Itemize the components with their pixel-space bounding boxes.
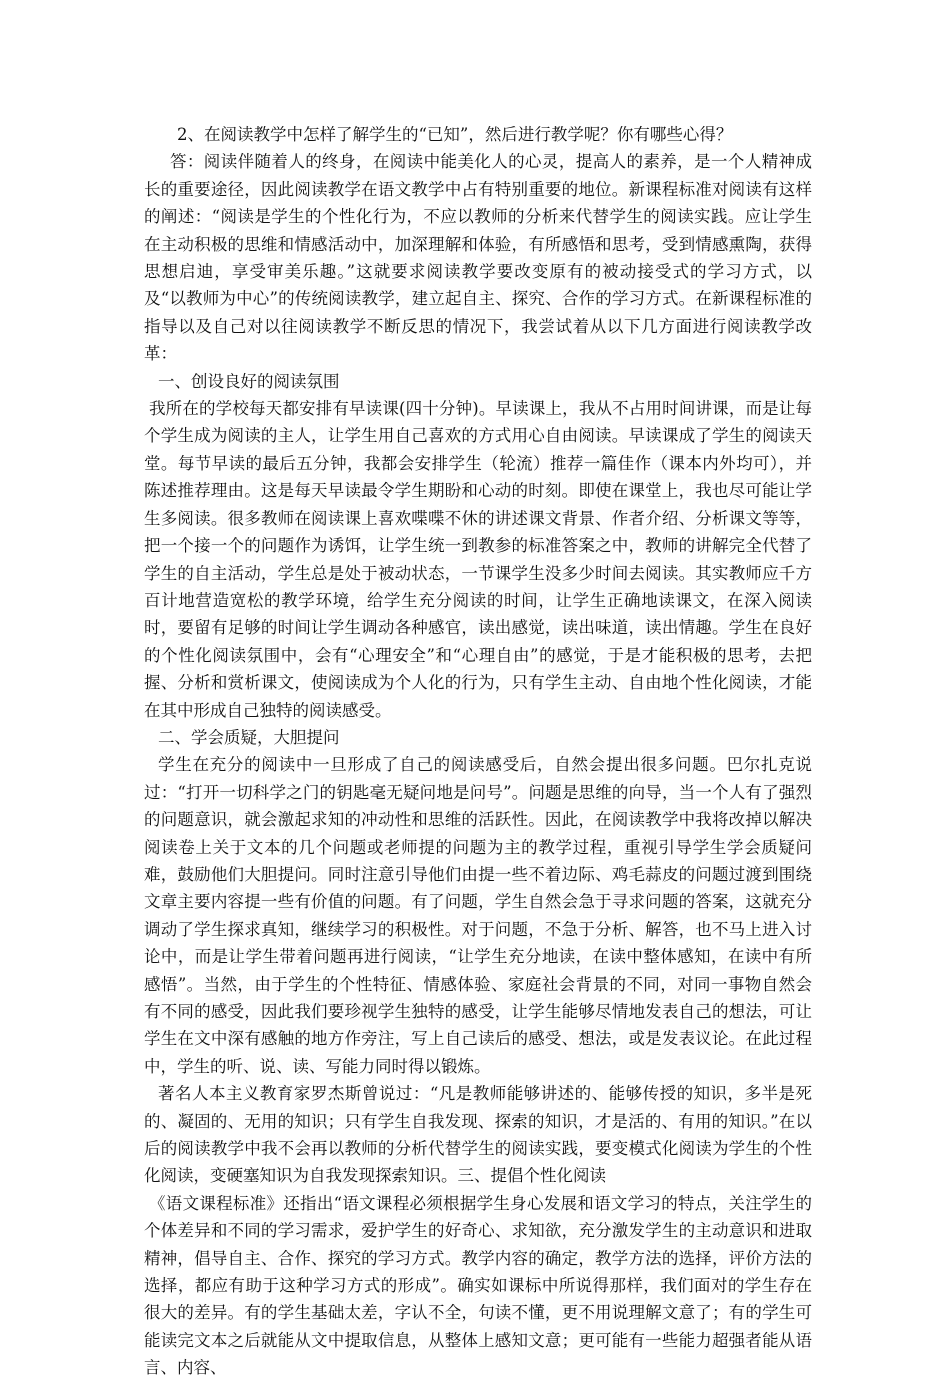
document-body <box>144 121 812 1382</box>
paragraph-2: 学生在充分的阅读中一旦形成了自己的阅读感受后，自然会提出很多问题。巴尔扎克说过：“打开一切科学之门的钥匙毫无疑问地是问号”。问题是思维的向导，当一个人有了强烈的问题意识，就会激起求知的冲动性和思维的活跃性。因此，在阅读教学中我将改掉以解决阅读卷上关于文本的几个问题或老师提的问题为主的教学过程，重视引导学生学会质疑问难，鼓励他们大胆提问。同时注意引导他们由提一些不着边际、鸡毛蒜皮的问题过渡到围绕文章主要内容提一些有价值的问题。有了问题，学生自然会急于寻求问题的答案，这就充分调动了学生探求真知，继续学习的积极性。对于问题，不急于分析、解答，也不马上进入讨论中，而是让学生带着问题再进行阅读，“让学生充分地读，在读中整体感知，在读中有所感悟”。当然，由于学生的个性特征、情感体验、家庭社会背景的不同，对同一事物自然会有不同的感受，因此我们要珍视学生独特的感受，让学生能够尽情地发表自己的想法，可让学生在文中深有感触的地方作旁注，写上自己读后的感受、想法，或是发表议论。在此过程中，学生的听、说、读、写能力同时得以锻炼。 <box>144 755 812 1076</box>
paragraph-3: 著名人本主义教育家罗杰斯曾说过：“凡是教师能够讲述的、能够传授的知识，多半是死的、凝固的、无用的知识；只有学生自我发现、探索的知识，才是活的、有用的知识。”在以后的阅读教学中我不会再以教师的分析代替学生的阅读实践，要变模式化阅读为学生的个性化阅读，变硬塞知识为自我发现探索知识。三、提倡个性化阅读 <box>144 1084 812 1186</box>
paragraph-1: 我所在的学校每天都安排有早读课(四十分钟)。早读课上，我从不占用时间讲课，而是让每个学生成为阅读的主人，让学生用自己喜欢的方式用心自由阅读。早读课成了学生的阅读天堂。每节早读的最后五分钟，我都会安排学生（轮流）推荐一篇佳作（课本内外均可），并陈述推荐理由。这是每天早读最令学生期盼和心动的时刻。即使在课堂上，我也尽可能让学生多阅读。很多教师在阅读课上喜欢喋喋不休的讲述课文背景、作者介绍、分析课文等等，把一个接一个的问题作为诱饵，让学生统一到教参的标准答案之中，教师的讲解完全代替了学生的自主活动，学生总是处于被动状态，一节课学生没多少时间去阅读。其实教师应千方百计地营造宽松的教学环境，给学生充分阅读的时间，让学生正确地读课文，在深入阅读时，要留有足够的时间让学生调动各种感官，读出感觉，读出味道，读出情趣。学生在良好的个性化阅读氛围中，会有“心理安全”和“心理自由”的感觉，于是才能积极的思考，去把握、分析和赏析课文，使阅读成为个人化的行为，只有学生主动、自由地个性化阅读，才能在其中形成自己独特的阅读感受。 <box>144 399 812 720</box>
question-line: 2、在阅读教学中怎样了解学生的“已知”，然后进行教学呢？你有哪些心得？ <box>177 125 733 144</box>
paragraph-4: 《语文课程标准》还指出“语文课程必须根据学生身心发展和语文学习的特点，关注学生的个体差异和不同的学习需求，爱护学生的好奇心、求知欲，充分激发学生的主动意识和进取精神，倡导自主、合作、探究的学习方式。教学内容的确定，教学方法的选择，评价方法的选择，都应有助于这种学习方式的形成”。确实如课标中所说得那样，我们面对的学生存在很大的差异。有的学生基础太差，字认不全，句读不懂，更不用说理解文意了；有的学生可能读完文本之后就能从文中提取信息，从整体上感知文意；更可能有一些能力超强者能从语言、内容、 <box>144 1193 812 1378</box>
answer-paragraph: 答：阅读伴随着人的终身，在阅读中能美化人的心灵，提高人的素养，是一个人精神成长的重要途径，因此阅读教学在语文教学中占有特别重要的地位。新课程标准对阅读有这样的阐述：“阅读是学生的个性化行为，不应以教师的分析来代替学生的阅读实践。应让学生在主动积极的思维和情感活动中，加深理解和体验，有所感悟和思考，受到情感熏陶，获得思想启迪，享受审美乐趣。”这就要求阅读教学要改变原有的被动接受式的学习方式，以及“以教师为中心”的传统阅读教学，建立起自主、探究、合作的学习方式。在新课程标准的指导以及自己对以往阅读教学不断反思的情况下，我尝试着从以下几方面进行阅读教学改革： <box>144 152 812 364</box>
section-heading-2: 二、学会质疑，大胆提问 <box>158 727 340 747</box>
section-heading-1: 一、创设良好的阅读氛围 <box>158 371 340 391</box>
